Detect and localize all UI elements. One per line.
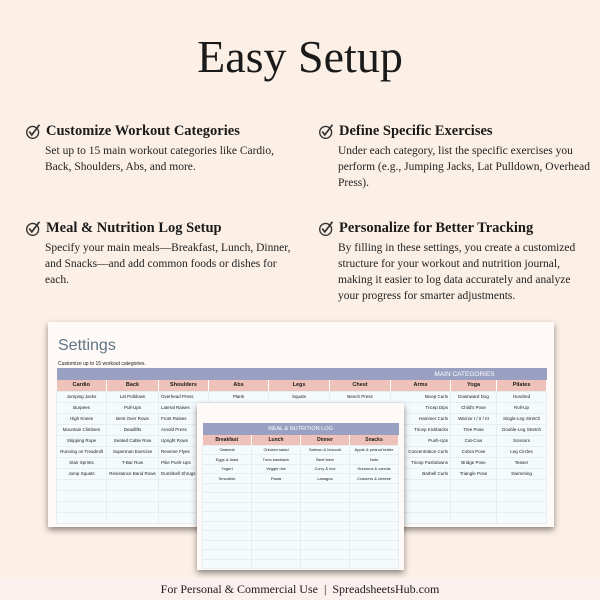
table-row xyxy=(203,540,399,550)
table-cell[interactable] xyxy=(350,512,399,522)
table-cell[interactable]: Crackers & cheese xyxy=(350,474,399,484)
table-row xyxy=(203,512,399,522)
column-header: Pilates xyxy=(497,380,547,391)
footer: For Personal & Commercial Use | SpreadsheetsHub.com xyxy=(0,578,600,600)
table-cell[interactable]: Lateral Raises xyxy=(159,402,209,413)
table-cell[interactable]: Chicken salad xyxy=(252,445,301,455)
page-title: Easy Setup xyxy=(197,31,403,82)
table-cell[interactable]: Warrior I / II / III xyxy=(451,413,497,424)
table-cell[interactable]: Bridge Pose xyxy=(451,457,497,468)
table-cell[interactable]: Curry & rice xyxy=(301,464,350,474)
table-cell[interactable] xyxy=(350,521,399,531)
table-cell[interactable]: Bicep Curls xyxy=(391,391,451,402)
column-header: Legs xyxy=(269,380,330,391)
table-row xyxy=(203,464,399,474)
table-cell[interactable]: Tree Pose xyxy=(451,424,497,435)
table-cell[interactable]: Beef stew xyxy=(301,455,350,465)
table-cell[interactable] xyxy=(252,550,301,560)
table-cell[interactable]: Salmon & broccoli xyxy=(301,445,350,455)
checkmark-icon xyxy=(318,220,335,237)
table-cell[interactable]: Pull-Ups xyxy=(107,402,159,413)
feature-personalize xyxy=(338,220,590,304)
table-cell[interactable]: Teaser xyxy=(497,457,547,468)
column-header: Lunch xyxy=(252,435,301,445)
table-cell[interactable] xyxy=(203,521,252,531)
feature-heading: Define Specific Exercises xyxy=(339,123,493,139)
feature-text: Specify your main meals—Breakfast, Lunch, Dinner, and Snacks—and add common foods or dishes for each. xyxy=(45,242,291,286)
table-cell[interactable]: Arnold Press xyxy=(159,424,209,435)
table-cell[interactable]: Double-Leg Stretch xyxy=(497,424,547,435)
table-cell[interactable] xyxy=(350,502,399,512)
table-cell[interactable] xyxy=(451,501,497,512)
table-cell[interactable]: Yogurt xyxy=(203,464,252,474)
column-header: Back xyxy=(107,380,159,391)
table-cell[interactable]: Roll-Up xyxy=(497,402,547,413)
table-cell[interactable] xyxy=(301,531,350,541)
table-row xyxy=(203,502,399,512)
table-cell[interactable]: Hummus & carrots xyxy=(350,464,399,474)
table-cell[interactable] xyxy=(301,502,350,512)
table-cell[interactable]: Single-Leg Stretch xyxy=(497,413,547,424)
table-cell[interactable] xyxy=(301,559,350,569)
table-cell[interactable] xyxy=(252,512,301,522)
checkmark-icon xyxy=(25,123,42,140)
table-cell[interactable] xyxy=(252,502,301,512)
feature-heading: Customize Workout Categories xyxy=(46,123,240,139)
table-cell[interactable] xyxy=(203,483,252,493)
table-cell[interactable]: Hammer Curls xyxy=(391,413,451,424)
table-cell[interactable] xyxy=(107,501,159,512)
table-cell[interactable] xyxy=(252,521,301,531)
table-cell[interactable]: Bench Press xyxy=(330,391,391,402)
table-cell[interactable]: Hundred xyxy=(497,391,547,402)
table-cell[interactable]: Scissors xyxy=(497,435,547,446)
table-cell[interactable] xyxy=(203,540,252,550)
meal-log-table xyxy=(202,423,399,569)
table-cell[interactable] xyxy=(203,559,252,569)
table-cell[interactable]: Dumbbell Shrugs xyxy=(159,468,209,479)
table-cell[interactable] xyxy=(203,512,252,522)
table-cell[interactable]: Jump Squats xyxy=(57,468,107,479)
table-cell[interactable]: Tuna sandwich xyxy=(252,455,301,465)
table-cell[interactable] xyxy=(107,479,159,490)
table-row xyxy=(203,550,399,560)
table-cell[interactable] xyxy=(252,559,301,569)
column-header: Snacks xyxy=(350,435,399,445)
table-cell[interactable]: Downward Dog xyxy=(451,391,497,402)
table-cell[interactable]: Lat Pulldown xyxy=(107,391,159,402)
meal-log-band: MEAL & NUTRITION LOG xyxy=(203,423,399,435)
table-cell[interactable]: Leg Circles xyxy=(497,446,547,457)
table-cell[interactable]: Lasagna xyxy=(301,474,350,484)
column-header: Cardio xyxy=(57,380,107,391)
table-cell[interactable]: Resistance Band Rows xyxy=(107,468,159,479)
table-row xyxy=(203,531,399,541)
table-cell[interactable] xyxy=(252,483,301,493)
feature-meal-setup xyxy=(45,220,295,288)
table-cell[interactable] xyxy=(350,559,399,569)
table-cell[interactable]: Pasta xyxy=(252,474,301,484)
column-header: Dinner xyxy=(301,435,350,445)
table-cell[interactable] xyxy=(203,550,252,560)
table-row xyxy=(203,445,399,455)
column-header: Abs xyxy=(209,380,269,391)
table-cell[interactable] xyxy=(350,540,399,550)
table-cell[interactable]: Push-Ups xyxy=(391,435,451,446)
table-cell[interactable] xyxy=(451,490,497,501)
table-cell[interactable]: Barbell Curls xyxy=(391,468,451,479)
table-cell[interactable] xyxy=(57,479,107,490)
meal-log-screenshot xyxy=(197,403,404,570)
table-cell[interactable]: Superman Exercise xyxy=(107,446,159,457)
table-cell[interactable]: Tricep Pushdowns xyxy=(391,457,451,468)
table-cell[interactable] xyxy=(203,493,252,503)
table-cell[interactable] xyxy=(350,550,399,560)
table-cell[interactable] xyxy=(350,531,399,541)
feature-define-exercises xyxy=(338,123,590,191)
table-cell[interactable] xyxy=(301,483,350,493)
table-cell[interactable] xyxy=(203,531,252,541)
table-row xyxy=(203,474,399,484)
table-cell[interactable] xyxy=(203,502,252,512)
table-cell[interactable]: Concentration Curls xyxy=(391,446,451,457)
table-row xyxy=(203,455,399,465)
table-cell[interactable]: Pike Push-Ups xyxy=(159,457,209,468)
feature-heading: Meal & Nutrition Log Setup xyxy=(46,220,222,236)
table-cell[interactable]: Front Raises xyxy=(159,413,209,424)
table-cell[interactable] xyxy=(301,550,350,560)
table-cell[interactable] xyxy=(301,540,350,550)
table-cell[interactable]: Apple & peanut butter xyxy=(350,445,399,455)
table-row xyxy=(57,391,547,402)
table-cell[interactable]: Overhead Press xyxy=(159,391,209,402)
table-cell[interactable]: Veggie rice xyxy=(252,464,301,474)
column-header: Chest xyxy=(330,380,391,391)
table-cell[interactable] xyxy=(497,501,547,512)
table-cell[interactable]: Skipping Rope xyxy=(57,435,107,446)
table-cell[interactable]: Cat-Cow xyxy=(451,435,497,446)
column-header: Yoga xyxy=(451,380,497,391)
feature-text: By filling in these settings, you create a customized structure for your workout and nutrition journal, making it easier to log data accurately and analyze your progress for smarter adjustments. xyxy=(338,242,576,302)
table-cell[interactable]: Seated Cable Row xyxy=(107,435,159,446)
table-row xyxy=(203,493,399,503)
table-cell[interactable]: Cobra Pose xyxy=(451,446,497,457)
table-cell[interactable]: High Knees xyxy=(57,413,107,424)
table-cell[interactable]: Running on Treadmill xyxy=(57,446,107,457)
main-categories-band: MAIN CATEGORIES xyxy=(57,368,547,380)
table-cell[interactable]: Child's Pose xyxy=(451,402,497,413)
table-row xyxy=(203,521,399,531)
table-row xyxy=(203,559,399,569)
table-cell[interactable] xyxy=(252,493,301,503)
table-cell[interactable] xyxy=(497,490,547,501)
table-cell[interactable] xyxy=(107,512,159,523)
table-cell[interactable]: Stair Sprints xyxy=(57,457,107,468)
column-header: Breakfast xyxy=(203,435,252,445)
table-cell[interactable] xyxy=(451,479,497,490)
checkmark-icon xyxy=(25,220,42,237)
table-cell[interactable] xyxy=(252,540,301,550)
table-cell[interactable]: Reverse Flyes xyxy=(159,446,209,457)
table-cell[interactable]: Smoothie xyxy=(203,474,252,484)
table-cell[interactable] xyxy=(252,531,301,541)
settings-title: Settings xyxy=(58,337,116,354)
table-cell[interactable] xyxy=(57,512,107,523)
table-cell[interactable]: Squats xyxy=(269,391,330,402)
table-cell[interactable] xyxy=(301,521,350,531)
table-cell[interactable] xyxy=(350,483,399,493)
table-cell[interactable]: Deadlifts xyxy=(107,424,159,435)
settings-subtitle: Customize up to 15 workout categories. xyxy=(58,361,146,367)
column-header: Shoulders xyxy=(159,380,209,391)
table-cell[interactable] xyxy=(57,490,107,501)
feature-text: Under each category, list the specific exercises you perform (e.g., Jumping Jacks, Lat Pulldown, Overhead Press). xyxy=(338,145,590,189)
table-cell[interactable]: Upright Rows xyxy=(159,435,209,446)
table-cell[interactable] xyxy=(497,512,547,523)
table-cell[interactable]: Tricep Dips xyxy=(391,402,451,413)
table-cell[interactable] xyxy=(497,479,547,490)
checkmark-icon xyxy=(318,123,335,140)
table-cell[interactable]: Triangle Pose xyxy=(451,468,497,479)
table-cell[interactable]: Nuts xyxy=(350,455,399,465)
table-cell[interactable]: Burpees xyxy=(57,402,107,413)
table-cell[interactable] xyxy=(451,512,497,523)
column-header: Arms xyxy=(391,380,451,391)
table-cell[interactable]: Oatmeal xyxy=(203,445,252,455)
table-cell[interactable]: Bent Over Rows xyxy=(107,413,159,424)
table-cell[interactable] xyxy=(301,512,350,522)
table-cell[interactable] xyxy=(107,490,159,501)
table-cell[interactable]: Mountain Climbers xyxy=(57,424,107,435)
table-row xyxy=(203,483,399,493)
table-cell[interactable]: T-Bar Row xyxy=(107,457,159,468)
table-cell[interactable]: Plank xyxy=(209,391,269,402)
feature-customize-categories xyxy=(45,123,295,175)
table-cell[interactable] xyxy=(301,493,350,503)
table-cell[interactable] xyxy=(57,501,107,512)
table-cell[interactable]: Eggs & toast xyxy=(203,455,252,465)
table-cell[interactable] xyxy=(350,493,399,503)
feature-text: Set up to 15 main workout categories like Cardio, Back, Shoulders, Abs, and more. xyxy=(45,145,274,173)
table-cell[interactable]: Tricep Kickbacks xyxy=(391,424,451,435)
feature-heading: Personalize for Better Tracking xyxy=(339,220,534,236)
table-cell[interactable]: Jumping Jacks xyxy=(57,391,107,402)
table-cell[interactable]: Swimming xyxy=(497,468,547,479)
